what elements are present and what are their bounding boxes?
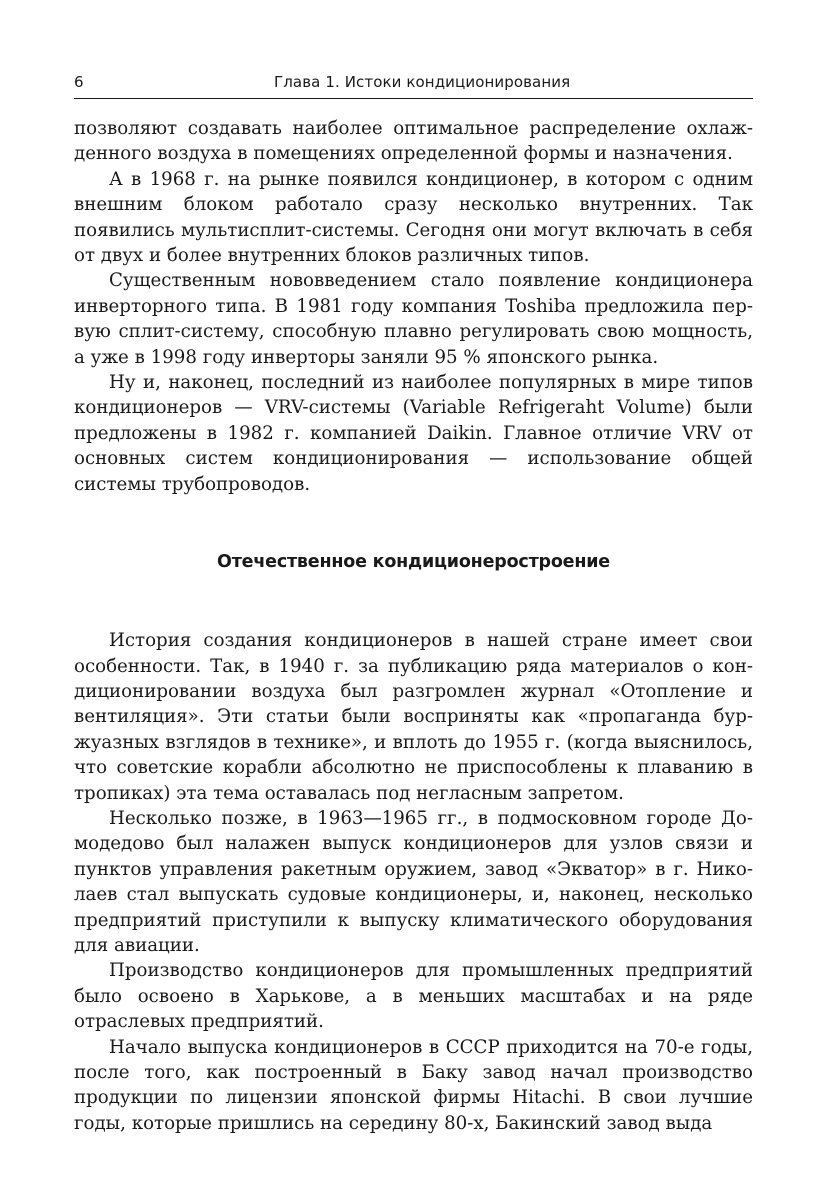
paragraph: Ну и, наконец, последний из наиболее популярных в мире типов кондиционеров — VRV-системы (Variable Refrigeraht Volume) были предложены в 1982 г. компанией Daikin. Главное отличие VRV от основных систем кондиционирования — использование общей системы трубопроводов. <box>74 372 753 495</box>
paragraph: Несколько позже, в 1963—1965 гг., в подмосковном городе Домодедово был налажен выпуск кондиционеров для узлов связи и пунктов управления ракетным оружием, завод «Экватор» в г. Николаев стал выпускать судовые кондиционеры, и, наконец, несколько предприятий приступили к выпуску климатического оборудования для авиации. <box>74 807 753 956</box>
paragraph: История создания кондиционеров в нашей стране имеет свои особенности. Так, в 1940 г. за публикацию ряда материалов о кондиционировании воздуха был разгромлен журнал «Отопление и вентиляция». Эти статьи были восприняты как «пропаганда буржуазных взглядов в технике», и вплоть до 1955 г. (когда выяснилось, что советские корабли абсолютно не приспособлены к плаванию в тропиках) эта тема оставалась под негласным запретом. <box>74 630 753 804</box>
paragraph: Начало выпуска кондиционеров в СССР приходится на 70-е годы, после того, как построенный в Баку завод начал производство продукции по лицензии японской фирмы Hitachi. В свои лучшие годы, которые пришлись на середину 80-х, Бакинский завод выда <box>74 1036 753 1134</box>
paragraph: Производство кондиционеров для промышленных предприятий было освоено в Харькове, а в меньших масштабах и на ряде отраслевых предприятий. <box>74 960 753 1033</box>
paragraph: А в 1968 г. на рынке появился кондиционер, в котором с одним внешним блоком работало сразу несколько внутренних. Так появились мультисплит-системы. Сегодня они могут включать в себя от двух и более внутренних блоков различных типов. <box>74 168 753 267</box>
paragraph-continuation: позволяют создавать наиболее оптимальное распределение охлажденного воздуха в помещениях определенной формы и назначения. <box>74 118 753 165</box>
page-header <box>74 70 753 99</box>
chapter-title: Глава 1. Истоки кондиционирования <box>274 73 571 91</box>
section-title: Отечественное кондиционеростроение <box>217 552 610 573</box>
main-text <box>74 116 753 1136</box>
paragraph: Существенным нововведением стало появление кондиционера инверторного типа. В 1981 году компания Toshiba предложила первую сплит-систему, способную плавно регулировать свою мощность, а уже в 1998 году инверторы заняли 95 % японского рынка. <box>74 270 753 368</box>
page-number: 6 <box>74 73 84 91</box>
